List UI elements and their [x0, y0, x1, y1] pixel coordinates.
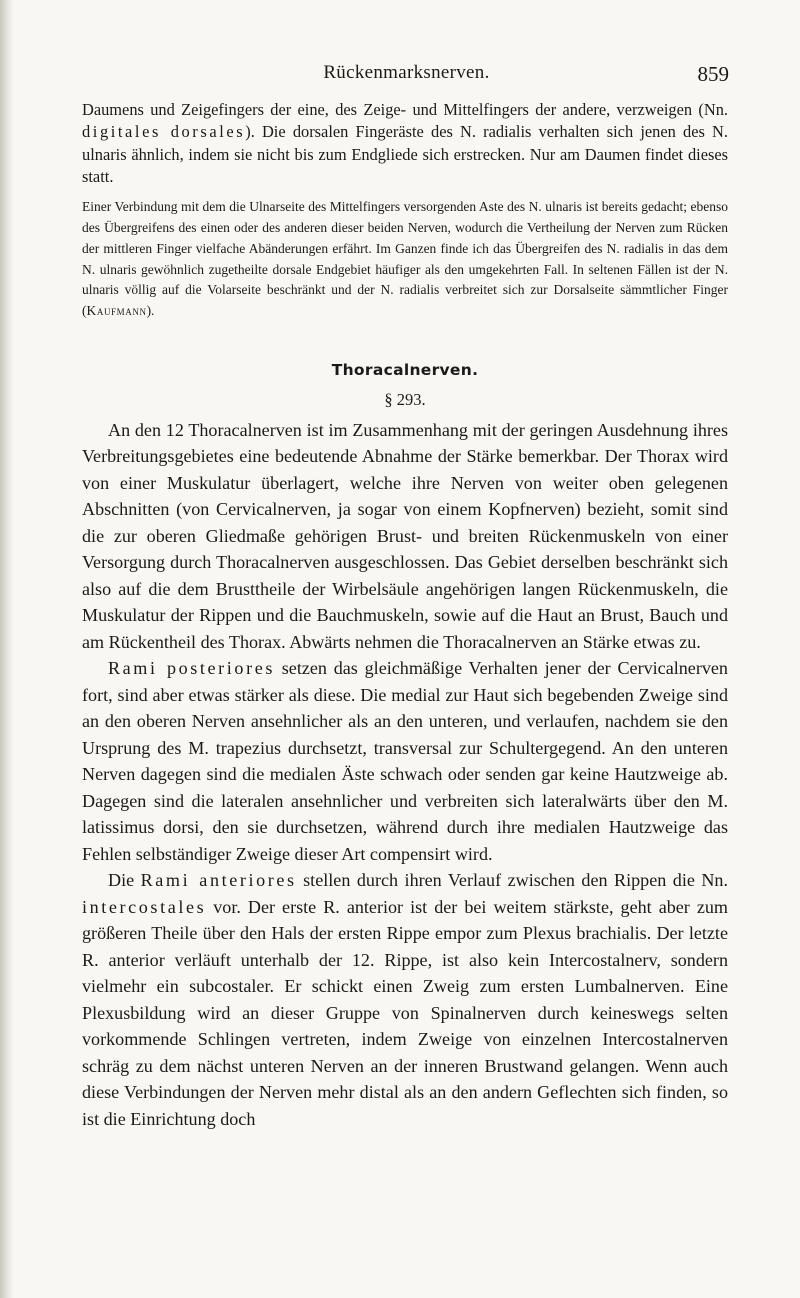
- section-heading: Thoracalnerven.: [331, 360, 479, 379]
- section-number: § 293.: [384, 389, 426, 409]
- note-text: Einer Verbindung mit dem die Ulnarseite des Mittelfingers versorgenden Aste des N. ulnaris ist bereits gedacht; ebenso des Übergreifens des einen oder des anderen dieser beiden Nerven, wodurch die Vertheilung der Nerven zum Rücken der mittleren Finger vielfache Abänderungen erfährt. Im Ganzen finde ich das Übergreifen des N. radialis in das dem N. ulnaris gewöhnlich zugetheilte dorsale Endgebiet häufiger als den umgekehrten Fall. In seltenen Fällen ist der N. ulnaris völlig auf die Volarseite beschränkt und der N. radialis verbreitet sich zur Dorsalseite sämmtlicher Finger (: [82, 199, 728, 319]
- intercostales-term: intercostales: [82, 896, 207, 917]
- body-paragraph-1-text: An den 12 Thoracalnerven ist im Zusammenhang mit der geringen Ausdehnung ihres Verbreitungsgebietes eine bedeutende Abnahme der Stärke bemerkbar. Der Thorax wird von einer Muskulatur überlagert, welche ihre Nerven von weiter oben gelegenen Abschnitten (von Cervicalnerven, ja sogar von einem Kopfnerven) bezieht, somit sind die zur oberen Gliedmaße gehörigen Brust- und breiten Rückenmuskeln von einer Versorgung durch Thoracalnerven ausgeschlossen. Das Gebiet derselben beschränkt sich also auf die dem Brusttheile der Wirbelsäule angehörigen langen Rückenmuskeln, die Muskulatur der Rippen und die Bauchmuskeln, sowie auf die Haut an Brust, Bauch und am Rückentheil des Thorax. Abwärts nehmen die Thoracalnerven an Stärke etwas zu.: [82, 419, 728, 652]
- page-spine-shadow: [0, 0, 14, 1298]
- intro-paragraph: [82, 99, 728, 188]
- running-title: Rückenmarksnerven.: [323, 62, 490, 83]
- note-end: ).: [146, 303, 155, 319]
- intro-text-2: ). Die dorsalen Fingeräste des N. radialis verhalten sich jenen des N. ulnaris ähnlich, indem sie nicht bis zum Endgliede sich erstrecken. Nur am Daumen findet dieses statt.: [82, 122, 728, 186]
- page-content: [82, 99, 728, 1132]
- body-paragraph-3: [82, 867, 728, 1132]
- page-number: 859: [697, 62, 729, 86]
- body-paragraph-2: [82, 655, 728, 867]
- body-paragraph-2-text: setzen das gleichmäßige Verhalten jener der Cervicalnerven fort, sind aber etwas stärker als diese. Die medial zur Haut sich begebenden Zweige sind an den oberen Nerven ansehnlicher als an den unteren, und verlaufen, nachdem sie den Ursprung des M. trapezius durchsetzt, transversal zur Schultergegend. An den unteren Nerven dagegen sind die medialen Äste schwach oder senden gar keine Hautzweige ab. Dagegen sind die lateralen ansehnlicher und verbreiten sich lateralwärts über den M. latissimus dorsi, den sie durchsetzen, während durch ihre medialen Hautzweige das Fehlen selbständiger Zweige dieser Art compensirt wird.: [82, 658, 728, 864]
- note-author: Kaufmann: [86, 303, 147, 319]
- note-paragraph: [82, 197, 728, 322]
- body-paragraph-3-text-2: stellen durch ihren Verlauf zwischen den Rippen die Nn.: [296, 870, 729, 891]
- intro-text-1: Daumens und Zeigefingers der eine, des Zeige- und Mittelfingers der andere, verzweigen (Nn.: [82, 100, 728, 119]
- rami-anteriores-term: Rami anteriores: [140, 870, 297, 891]
- body-paragraph-1: [82, 417, 728, 656]
- body-paragraph-3-text-3: vor. Der erste R. anterior ist der bei weitem stärkste, geht aber zum größeren Theile über den Hals der ersten Rippe empor zum Plexus brachialis. Der letzte R. anterior verläuft unterhalb der 12. Rippe, ist also kein Intercostalnerv, sondern vielmehr ein subcostaler. Er schickt einen Zweig zum ersten Lumbalnerven. Eine Plexusbildung wird an dieser Gruppe von Spinalnerven durch keineswegs selten vorkommende Schlingen vertreten, indem Zweige von einzelnen Intercostalnerven schräg zu dem nächst unteren Nerven an der inneren Brustwand gelangen. Wenn auch diese Verbindungen der Nerven mehr distal als an den andern Geflechten sich finden, so ist die Einrichtung doch: [82, 896, 728, 1129]
- page-header: [84, 62, 729, 92]
- rami-posteriores-term: Rami posteriores: [108, 658, 275, 679]
- body-paragraph-3-text-1: Die: [108, 870, 141, 891]
- intro-emphasis: digitales dorsales: [82, 122, 246, 142]
